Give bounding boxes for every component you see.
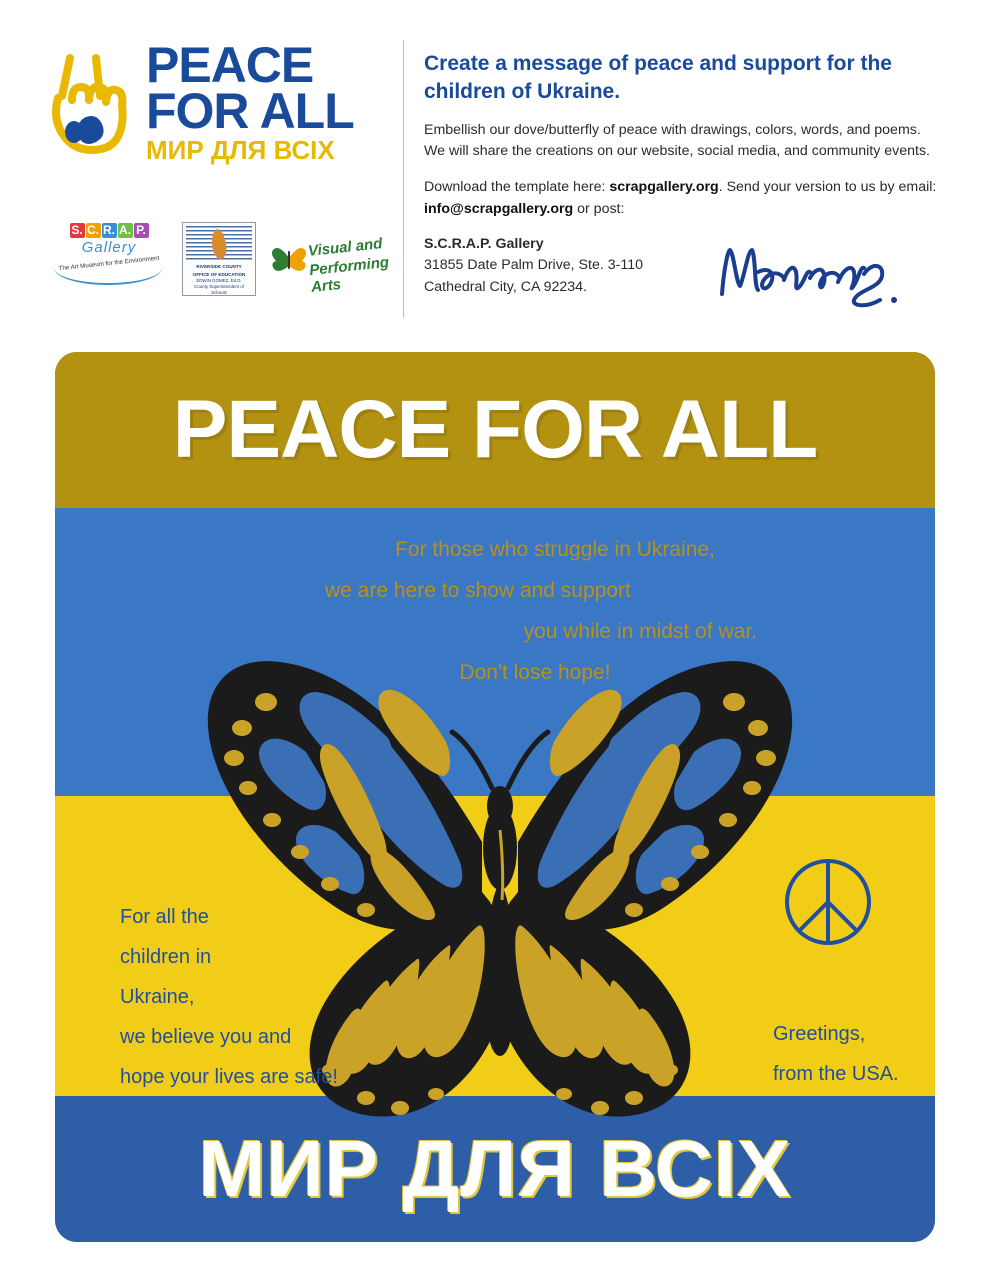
header-divider xyxy=(403,40,404,318)
rcoe-emblem xyxy=(186,226,252,262)
peace-sign-icon xyxy=(783,852,873,952)
brand-wordmark xyxy=(146,38,354,166)
poem-right-line-2: from the USA. xyxy=(773,1063,899,1085)
address-line-1: 31855 Date Palm Drive, Ste. 3-110 xyxy=(424,257,643,274)
signature xyxy=(714,238,904,310)
header-paragraph-2 xyxy=(424,177,944,220)
header-section xyxy=(0,0,989,330)
vpa-line-2: Performing Arts xyxy=(308,253,390,297)
poster-title-band-top xyxy=(55,352,935,508)
poem-top-line-3: you while in midst of war. xyxy=(523,619,757,643)
scrap-gallery-logo xyxy=(50,223,168,295)
email-link[interactable]: info@scrapgallery.org xyxy=(424,200,574,217)
scrap-letter: S. xyxy=(71,223,83,237)
poem-right xyxy=(773,1014,935,1094)
download-post-text: or post: xyxy=(573,200,625,217)
poster-title-top: PEACE FOR ALL xyxy=(172,384,818,475)
scrap-letter: R. xyxy=(103,223,115,237)
poem-left-line-5: hope your lives are safe! xyxy=(120,1066,338,1088)
rcoe-line-2: OFFICE OF EDUCATION xyxy=(192,272,246,278)
vpa-line-1: Visual and xyxy=(307,235,384,260)
scrap-tagline: The Art Museum for the Environment xyxy=(58,254,160,273)
poem-left-line-2: children in xyxy=(120,946,212,968)
rcoe-line-4: County Superintendent of Schools xyxy=(194,284,244,295)
partner-logos xyxy=(50,222,408,296)
header-title: Create a message of peace and support for the children of Ukraine. xyxy=(424,52,892,103)
poem-left-line-4: we believe you and xyxy=(120,1026,292,1048)
poster-title-bottom: МИР ДЛЯ ВСІХ xyxy=(198,1124,792,1213)
scrap-letters xyxy=(50,223,168,238)
poem-right-line-1: Greetings, xyxy=(773,1023,866,1045)
header-paragraph-1: Embellish our dove/butterfly of peace with drawings, colors, words, and poems. We will share the creations on our website, social media, and community events. xyxy=(424,121,930,160)
rcoe-line-3: EDWIN GOMEZ, Ed.D. xyxy=(196,278,242,284)
vpa-butterfly-icon xyxy=(272,243,306,273)
scrap-letter: C. xyxy=(87,223,99,237)
download-mid-text: . Send your version to us by email: xyxy=(718,179,937,195)
scrap-letter: P. xyxy=(134,223,149,238)
visual-performing-arts-logo xyxy=(270,231,408,297)
download-pre-text: Download the template here: xyxy=(424,179,610,195)
poem-left-line-3: Ukraine, xyxy=(120,986,195,1008)
poem-left-line-1: For all the xyxy=(120,906,209,928)
poem-top xyxy=(325,530,785,694)
brand-line-2: FOR ALL xyxy=(146,83,354,139)
rcoe-flame-icon xyxy=(210,228,228,260)
poem-top-line-4: Don't lose hope! xyxy=(459,660,611,684)
riverside-county-office-logo xyxy=(182,222,256,296)
rcoe-line-1: RIVERSIDE COUNTY xyxy=(196,264,242,269)
address-line-2: Cathedral City, CA 92234. xyxy=(424,278,587,295)
poem-left xyxy=(120,897,420,1097)
poem-top-line-1: For those who struggle in Ukraine, xyxy=(395,538,715,561)
brand-block xyxy=(40,38,390,166)
brand-line-1: PEACE xyxy=(146,37,314,93)
scrap-gallery-word: Gallery xyxy=(81,239,137,256)
brand-line-3: МИР ДЛЯ ВСІХ xyxy=(146,135,335,165)
download-link[interactable]: scrapgallery.org xyxy=(609,179,719,195)
peace-hand-icon xyxy=(40,46,136,158)
scrap-letter: A. xyxy=(119,223,131,237)
poster-artwork xyxy=(55,352,935,1242)
poem-top-line-2: we are here to show and support xyxy=(325,578,631,602)
address-name: S.C.R.A.P. Gallery xyxy=(424,236,544,253)
